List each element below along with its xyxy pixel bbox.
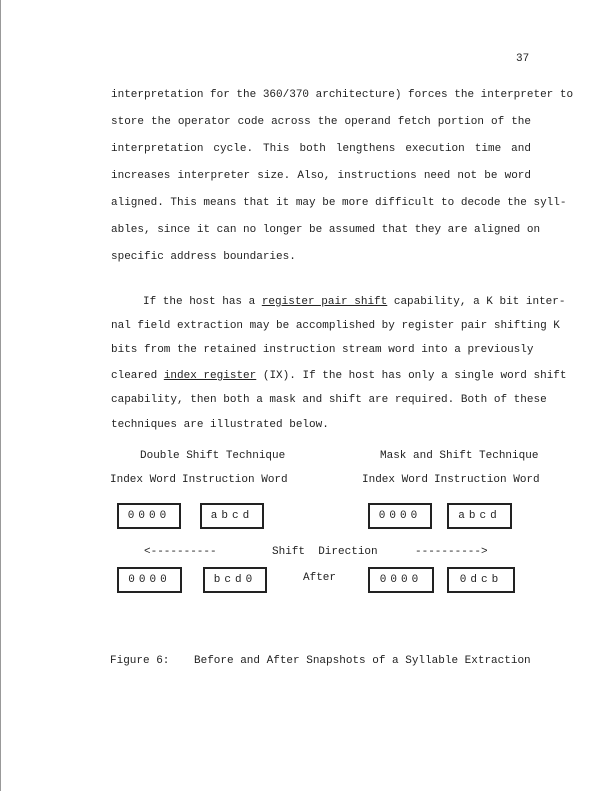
page-number: 37 — [516, 53, 530, 65]
text-line: aligned. This means that it may be more difficult to decode the syll- — [111, 197, 567, 209]
register-box: 0000 — [368, 503, 432, 529]
text-line: interpretation for the 360/370 architecture) forces the interpreter to — [111, 89, 574, 101]
right-technique-title: Mask and Shift Technique — [380, 450, 539, 462]
text-line: bits from the retained instruction stream word into a previously — [111, 344, 534, 356]
after-label: After — [303, 572, 337, 584]
right-arrow: ----------> — [415, 546, 488, 558]
text-line: ables, since it can no longer be assumed that they are aligned on — [111, 224, 541, 236]
index-word-label: Index Word — [110, 474, 177, 486]
text-line: techniques are illustrated below. — [111, 419, 329, 431]
register-box: 0000 — [368, 567, 434, 593]
register-box: 0000 — [117, 503, 181, 529]
text-line: specific address boundaries. — [111, 251, 296, 263]
register-box: 0000 — [117, 567, 182, 593]
register-box: abcd — [447, 503, 512, 529]
text-line: store the operator code across the operand fetch portion of the — [111, 116, 531, 128]
instruction-word-label: Instruction Word — [182, 474, 288, 486]
register-box: bcd0 — [203, 567, 267, 593]
text-line: cleared index register (IX). If the host has only a single word shift — [111, 370, 567, 382]
figure-caption-text: Before and After Snapshots of a Syllable Extraction — [194, 655, 531, 667]
figure-caption-label: Figure 6: — [110, 655, 170, 667]
left-technique-title: Double Shift Technique — [140, 450, 286, 462]
index-word-label: Index Word — [362, 474, 429, 486]
instruction-word-label: Instruction Word — [434, 474, 540, 486]
text-line: interpretation cycle. This both lengthens execution time and — [111, 143, 531, 155]
register-box: 0dcb — [447, 567, 515, 593]
left-arrow: <---------- — [144, 546, 217, 558]
text-line: capability, then both a mask and shift are required. Both of these — [111, 394, 547, 406]
register-box: abcd — [200, 503, 264, 529]
text-line: nal field extraction may be accomplished by register pair shifting K — [111, 320, 560, 332]
scan-edge — [0, 0, 1, 791]
text-line: increases interpreter size. Also, instructions need not be word — [111, 170, 531, 182]
shift-direction-label: Shift Direction — [272, 546, 378, 558]
text-line: If the host has a register pair shift capability, a K bit inter- — [143, 296, 566, 308]
